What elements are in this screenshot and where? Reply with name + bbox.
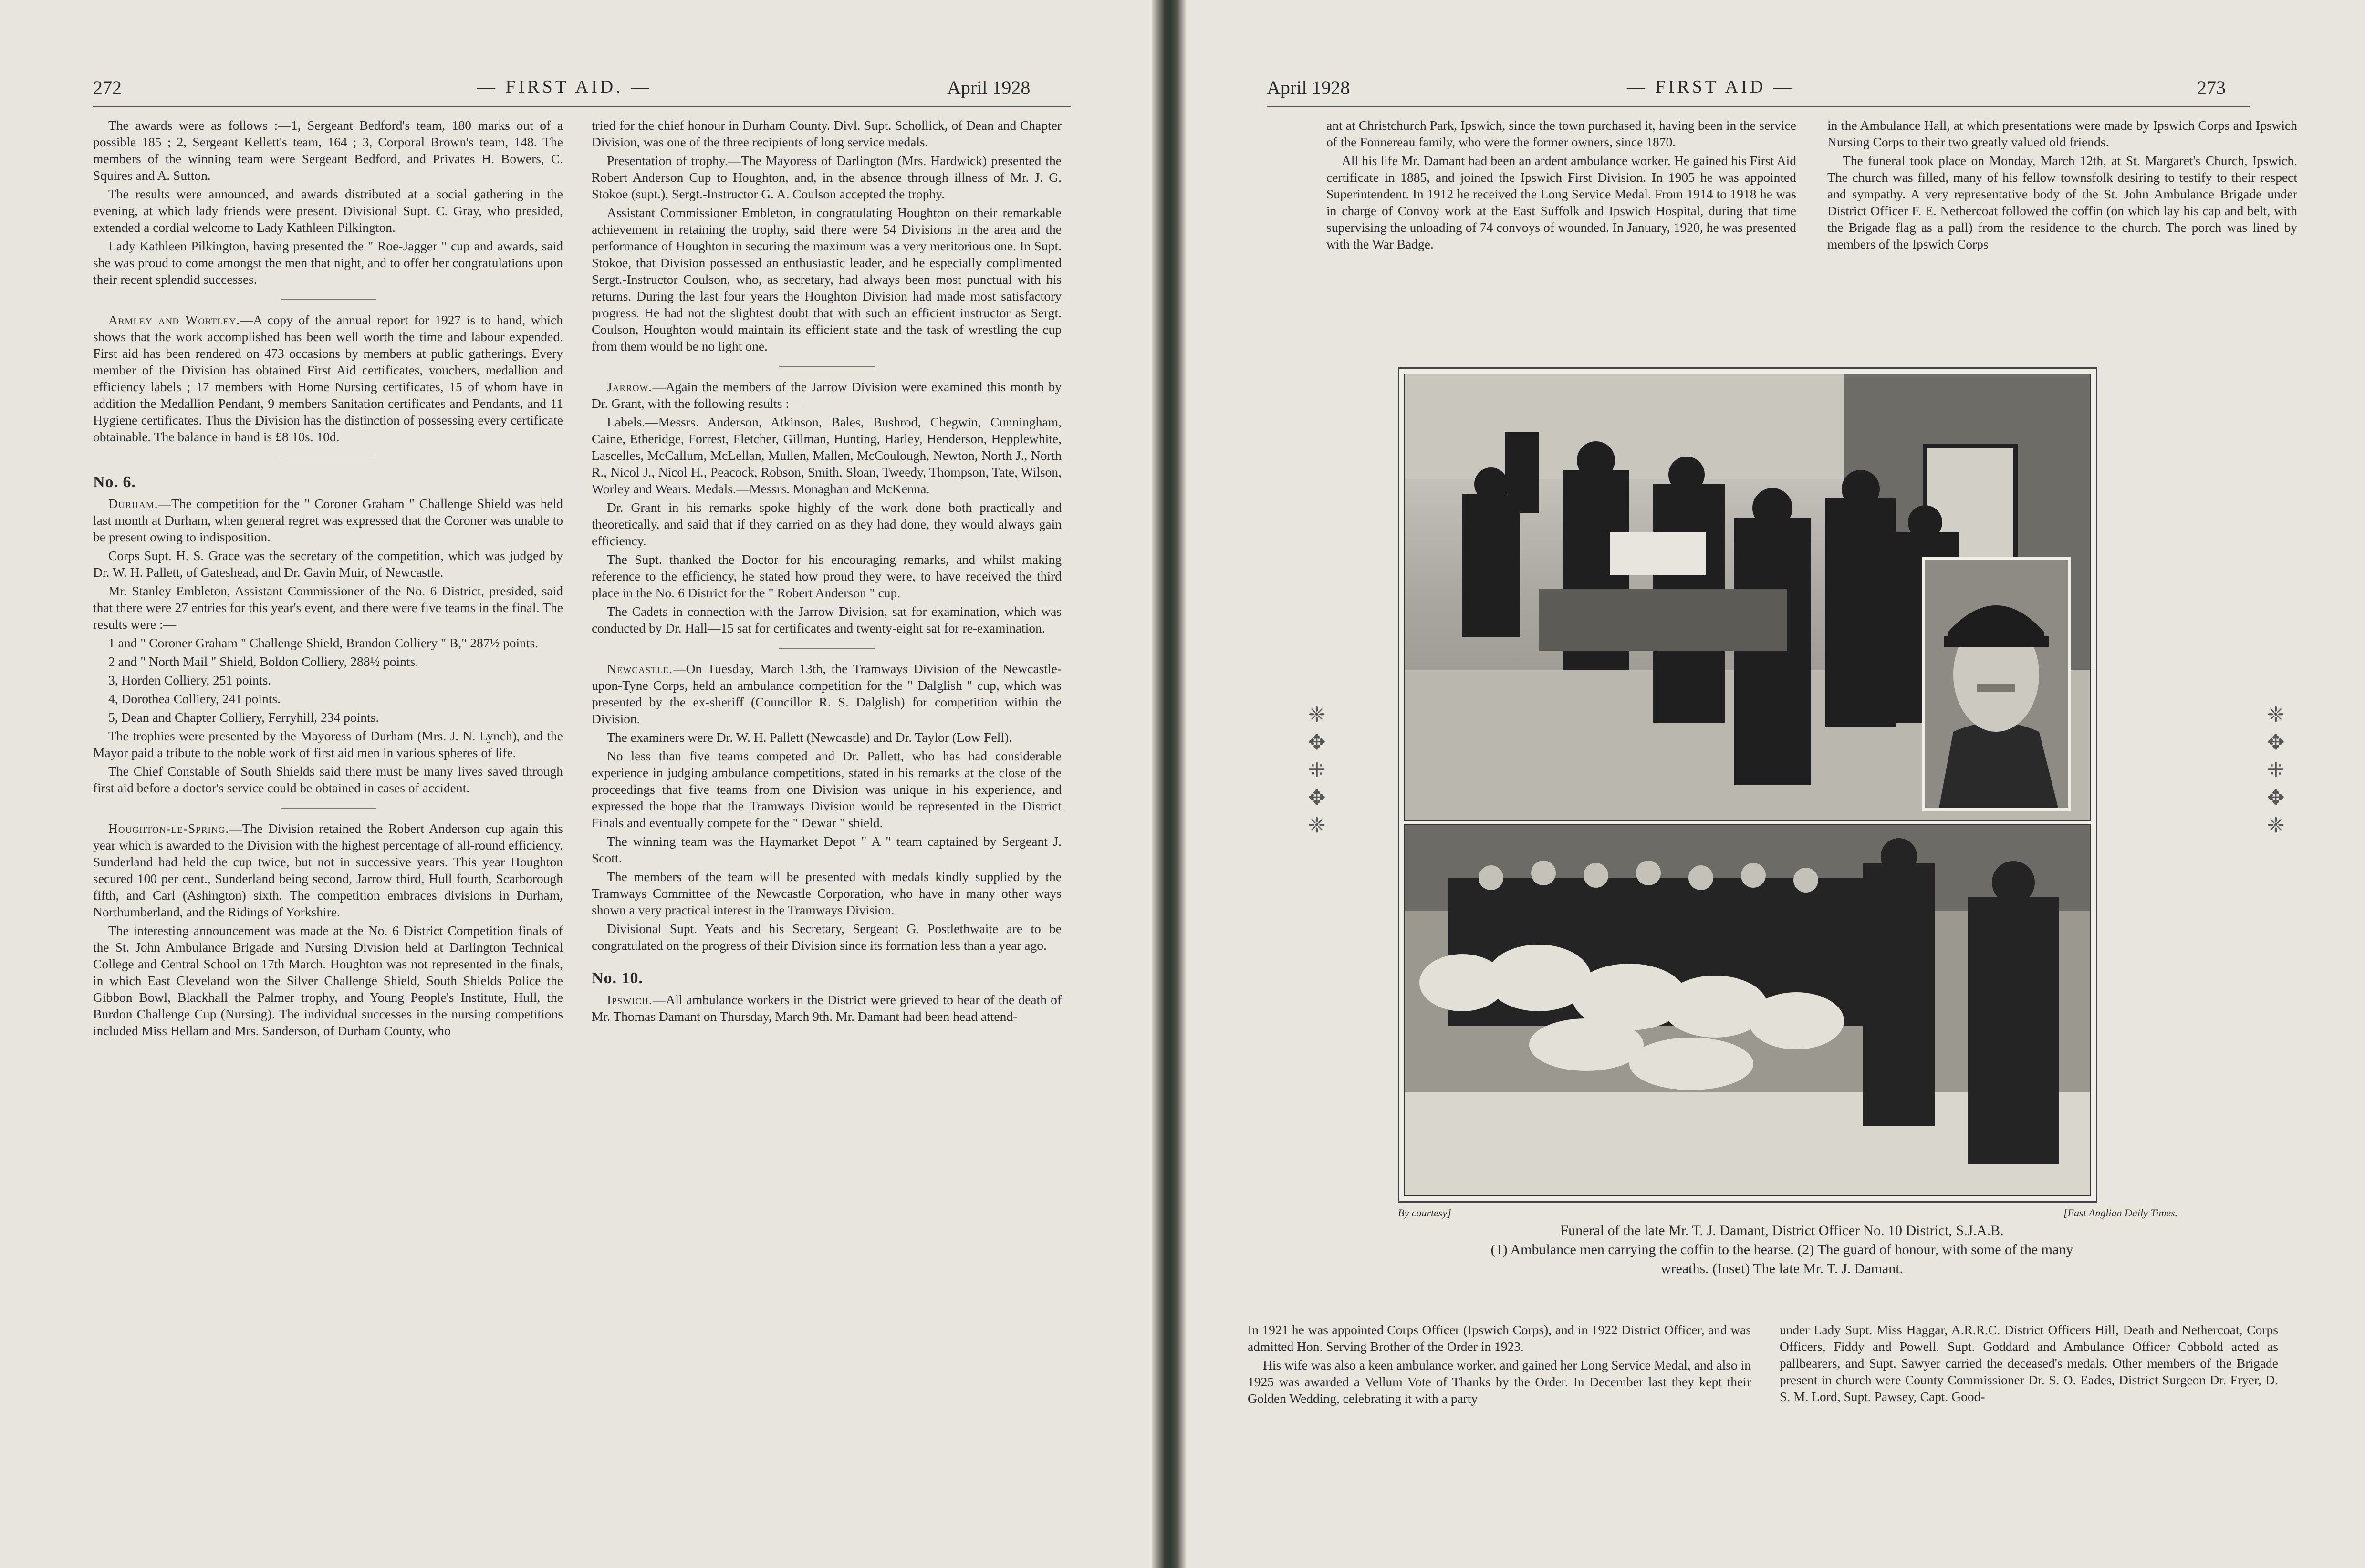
jarrow-text: —Again the members of the Jarrow Division were examined this month by Dr. Grant, with the following results :— <box>592 379 1062 411</box>
result-line: 3, Horden Colliery, 251 points. <box>108 673 271 687</box>
photo-credit-left: By courtesy] <box>1398 1207 1451 1219</box>
inset-portrait <box>1922 557 2071 811</box>
paragraph: The members of the team will be presented with medals kindly supplied by the Tramways Committee of the Newcastle Corporation, who have in many other ways shown a very practical interest in the Tramways Division. <box>592 869 1062 917</box>
paragraph: Mr. Stanley Embleton, Assistant Commissioner of the No. 6 District, presided, said that there were 27 entries for this year's event, and there were five teams in the final. The results were :— <box>93 583 563 632</box>
newcastle-paragraph <box>592 660 1062 727</box>
ornament-left: ❈ ✥ ⁜ ✥ ❈ <box>1308 703 1326 837</box>
no6-heading: No. 6. <box>93 473 136 491</box>
header-rule <box>93 106 1071 107</box>
paragraph: Corps Supt. H. S. Grace was the secretary of the competition, which was judged by Dr. W. H. Pallett, of Gateshead, and Dr. Gavin Muir, of Newcastle. <box>93 548 563 580</box>
paragraph: ant at Christchurch Park, Ipswich, since the town purchased it, having been in the service of the Fonnereau family, who were the former owners, since 1870. <box>1326 118 1796 149</box>
jarrow-heading: Jarrow. <box>607 379 653 394</box>
result-line: 2 and " North Mail " Shield, Boldon Colliery, 288½ points. <box>108 654 419 669</box>
houghton-heading: Houghton-le-Spring. <box>108 821 229 836</box>
page-number: 273 <box>2197 77 2226 98</box>
divider <box>779 648 875 649</box>
paragraph: The Chief Constable of South Shields said there must be many lives saved through first aid before a doctor's service could be obtained in cases of accident. <box>93 764 563 795</box>
header-rule <box>1267 106 2250 107</box>
armley-text: —A copy of the annual report for 1927 is to hand, which shows that the work accomplished has been well worth the time and labour expended. First aid has been rendered on 473 occasions by members at public gatherings. Every member of the Division has obtained First Aid certificates, vouchers, medallion and efficiency labels ; 17 members with Home Nursing certificates, 15 of whom have in addition the Medallion Pendant, 9 members Sanitation certificates and Pendants, and 11 Hygiene certificates. Thus the Division has the distinction of possessing every certificate obtainable. The balance in hand is £8 10s. 10d. <box>93 312 563 444</box>
paragraph: The interesting announcement was made at the No. 6 District Competition finals of the St. John Ambulance Brigade and Nursing Division held at Darlington Technical College and Central School on 17th March. Houghton was not represented in the finals, in which East Cleveland won the Silver Challenge Shield, South Shields Police the Gibbon Bowl, Blackhall the Palmer trophy, and Young People's Institute, Hull, the Burdon Challenge Cup (Nursing). The individual successes in the nursing competitions included Miss Hellam and Mrs. Sanderson, of Durham County, who <box>93 923 563 1038</box>
houghton-text: —The Division retained the Robert Anderson cup again this year which is awarded to the Division with the highest percentage of all-round efficiency. Sunderland had held the cup twice, but not in successive years. This year Houghton secured 100 per cent., Sunderland being second, Jarrow third, Hull fourth, Scarborough fifth, and Carl (Ashington) sixth. The competition embraces divisions in Durham, Northumberland, and the Ridings of Yorkshire. <box>93 821 563 919</box>
paragraph: The trophies were presented by the Mayoress of Durham (Mrs. J. N. Lynch), and the Mayor paid a tribute to the noble work of first aid men in various spheres of life. <box>93 728 563 760</box>
header-title: — FIRST AID. — <box>477 77 652 97</box>
paragraph: Lady Kathleen Pilkington, having presented the " Roe-Jagger " cup and awards, said she was proud to come amongst the men that night, and to offer her congratulations upon their recent splendid successes. <box>93 239 563 287</box>
right-top-column-1 <box>1326 117 1796 254</box>
paragraph: The Supt. thanked the Doctor for his encouraging remarks, and whilst making reference to the efficiency, he stated how proud they were, to have received the third place in the No. 6 District for the " Robert Anderson " cup. <box>592 552 1062 600</box>
photo-caption <box>1329 1221 2235 1278</box>
paragraph: The examiners were Dr. W. H. Pallett (Newcastle) and Dr. Taylor (Low Fell). <box>607 730 1012 745</box>
paragraph: Labels.—Messrs. Anderson, Atkinson, Bales, Bushrod, Chegwin, Cunningham, Caine, Etheridge, Forrest, Fletcher, Gillman, Hunting, Harley, Henderson, Hepplewhite, Lascelles, McCallum, McLellan, Mullen, Mallen, McCoulough, Newton, North J., North R., Nicol J., Nicol H., Peacock, Robson, Smith, Sloan, Tweedy, Thompson, Tate, Wilson, Worley and Wears. Medals.—Messrs. Monaghan and McKenna. <box>592 415 1062 496</box>
armley-paragraph <box>93 312 563 445</box>
paragraph: under Lady Supt. Miss Haggar, A.R.R.C. District Officers Hill, Death and Nethercoat, Corps Officers, Fiddy and Powell. Supt. Goddard and Ambulance Officer Cobbold acted as pallbearers, and Supt. Sawyer carried the deceased's medals. Other members of the Brigade present in church were County Commissioner Dr. S. O. Eades, District Surgeon Dr. Fryer, D. S. M. Lord, Supt. Pawsey, Capt. Good- <box>1780 1322 2278 1404</box>
paragraph: Presentation of trophy.—The Mayoress of Darlington (Mrs. Hardwick) presented the Robert Anderson Cup to Houghton, and, in the absence through illness of Mr. J. G. Stokoe (supt.), Sergt.-Instructor G. A. Coulson accepted the trophy. <box>592 153 1062 201</box>
result-line: 1 and " Coroner Graham " Challenge Shield, Brandon Colliery " B," 287½ points. <box>108 635 539 650</box>
ornament-right: ❈ ✥ ⁜ ✥ ❈ <box>2267 703 2285 837</box>
result-line: 5, Dean and Chapter Colliery, Ferryhill, 234 points. <box>108 710 379 725</box>
guard-of-honour-photo <box>1404 824 2091 1196</box>
header-date: April 1928 <box>1267 77 1350 98</box>
caption-line: (1) Ambulance men carrying the coffin to the hearse. (2) The guard of honour, with some of the many <box>1490 1242 2073 1257</box>
jarrow-paragraph <box>592 378 1062 412</box>
paragraph: In 1921 he was appointed Corps Officer (Ipswich Corps), and in 1922 District Officer, and was admitted Hon. Serving Brother of the Order in 1923. <box>1248 1322 1751 1354</box>
paragraph: Divisional Supt. Yeats and his Secretary, Sergeant G. Postlethwaite are to be congratulated on the progress of their Division since its formation less than a year ago. <box>592 921 1062 953</box>
right-top-column-2 <box>1827 117 2297 254</box>
durham-text: —The competition for the " Coroner Graham " Challenge Shield was held last month at Durham, when general regret was expressed that the Coroner was unable to be present owing to indisposition. <box>93 496 563 544</box>
right-bottom-column-2 <box>1780 1321 2278 1407</box>
paragraph: Assistant Commissioner Embleton, in congratulating Houghton on their remarkable achievement in retaining the trophy, said there were 54 Divisions in the area and the performance of Houghton in securing the maximum was a very meritorious one. In Supt. Stokoe, that Division possessed an enthusiastic leader, and he especially complimented Sergt.-Instructor Coulson, who, as secretary, had always been most punctual with his returns. During the last four years the Houghton Division had made most satisfactory progress. He had not the slightest doubt that with such an efficient instructor as Sergt. Coulson, Houghton would maintain its efficient state and the task of wrestling the cup from them would be no light one. <box>592 205 1062 353</box>
ipswich-paragraph <box>592 991 1062 1025</box>
paragraph: His wife was also a keen ambulance worker, and gained her Long Service Medal, and also in 1925 was awarded a Vellum Vote of Thanks by the Order. In December last they kept their Golden Wedding, celebrating it with a party <box>1248 1358 1751 1406</box>
paragraph: The awards were as follows :—1, Sergeant Bedford's team, 180 marks out of a possible 185 ; 2, Sergeant Kellett's team, 164 ; 3, Corporal Brown's team, 148. The members of the winning team were Sergeant Bedford, and Privates H. Bowers, C. Squires and A. Sutton. <box>93 118 563 183</box>
divider <box>281 808 376 809</box>
ipswich-heading: Ipswich. <box>607 992 653 1007</box>
paragraph: tried for the chief honour in Durham County. Divl. Supt. Schollick, of Dean and Chapter Division, was one of the three recipients of long service medals. <box>592 118 1062 149</box>
paragraph: Dr. Grant in his remarks spoke highly of the work done both practically and theoretically, and said that if they carried on as they had done, they would always gain efficiency. <box>592 500 1062 548</box>
caption-line: wreaths. (Inset) The late Mr. T. J. Damant. <box>1660 1261 1904 1277</box>
paragraph: The Cadets in connection with the Jarrow Division, sat for examination, which was conducted by Dr. Hall—15 sat for certificates and twenty-eight sat for re-examination. <box>592 604 1062 635</box>
paragraph: The winning team was the Haymarket Depot " A " team captained by Sergeant J. Scott. <box>592 834 1062 865</box>
right-bottom-column-1 <box>1248 1321 1751 1409</box>
left-column-2 <box>592 117 1062 1027</box>
newcastle-text: —On Tuesday, March 13th, the Tramways Division of the Newcastle-upon-Tyne Corps, held an ambulance competition for the " Dalglish " cup, which was presented by the ex-sheriff (Councillor R. S. Dalglish) for competition within the Division. <box>592 661 1062 726</box>
armley-heading: Armley and Wortley. <box>108 312 240 327</box>
result-line: 4, Dorothea Colliery, 241 points. <box>108 691 281 706</box>
paragraph: in the Ambulance Hall, at which presentations were made by Ipswich Corps and Ipswich Nursing Corps to their two greatly valued old friends. <box>1827 118 2297 149</box>
book-gutter <box>1152 0 1186 1568</box>
paragraph: The results were announced, and awards distributed at a social gathering in the evening, at which lady friends were present. Divisional Supt. C. Gray, who presided, extended a cordial welcome to Lady Kathleen Pilkington. <box>93 187 563 235</box>
durham-paragraph <box>93 495 563 545</box>
photo-credit-right: [East Anglian Daily Times. <box>2063 1207 2178 1219</box>
paragraph: The funeral took place on Monday, March 12th, at St. Margaret's Church, Ipswich. The church was filled, many of his fellow townsfolk desiring to testify to their respect and sympathy. A very representative body of the St. John Ambulance Brigade under District Officer F. E. Nethercoat followed the coffin (on which lay his cap and belt, with the Brigade flag as a pall) from the residence to the church. The porch was lined by members of the Ipswich Corps <box>1827 153 2297 251</box>
no10-heading: No. 10. <box>592 969 644 987</box>
paragraph: All his life Mr. Damant had been an ardent ambulance worker. He gained his First Aid certificate in 1885, and joined the Ipswich First Division. In 1905 he was appointed Superintendent. In 1912 he received the Long Service Medal. From 1914 to 1918 he was in charge of Convoy work at the East Suffolk and Ipswich Hospital, during that time supervising the unloading of 74 convoys of wounded. In January, 1920, he was presented with the War Badge. <box>1326 153 1796 251</box>
durham-heading: Durham. <box>108 496 158 511</box>
funeral-photographs <box>1398 367 2097 1203</box>
newcastle-heading: Newcastle. <box>607 661 673 676</box>
header-title: — FIRST AID — <box>1627 77 1794 97</box>
left-column-1 <box>93 117 563 1041</box>
divider <box>281 299 376 300</box>
header-date: April 1928 <box>947 77 1031 98</box>
left-page <box>0 0 1152 1568</box>
caption-line: Funeral of the late Mr. T. J. Damant, District Officer No. 10 District, S.J.A.B. <box>1560 1223 2004 1238</box>
page-number: 272 <box>93 77 122 98</box>
ipswich-text: —All ambulance workers in the District were grieved to hear of the death of Mr. Thomas Damant on Thursday, March 9th. Mr. Damant had been head attend- <box>592 992 1062 1024</box>
houghton-paragraph <box>93 820 563 920</box>
paragraph: No less than five teams competed and Dr. Pallett, who has had considerable experience in judging ambulance competitions, stated in his remarks at the close of the proceedings that five teams from one Division was unique in his experience, and expressed the hope that the Tramways Division would be represented in the District Finals and eventually compete for the " Dewar " shield. <box>592 748 1062 830</box>
divider <box>779 366 875 367</box>
